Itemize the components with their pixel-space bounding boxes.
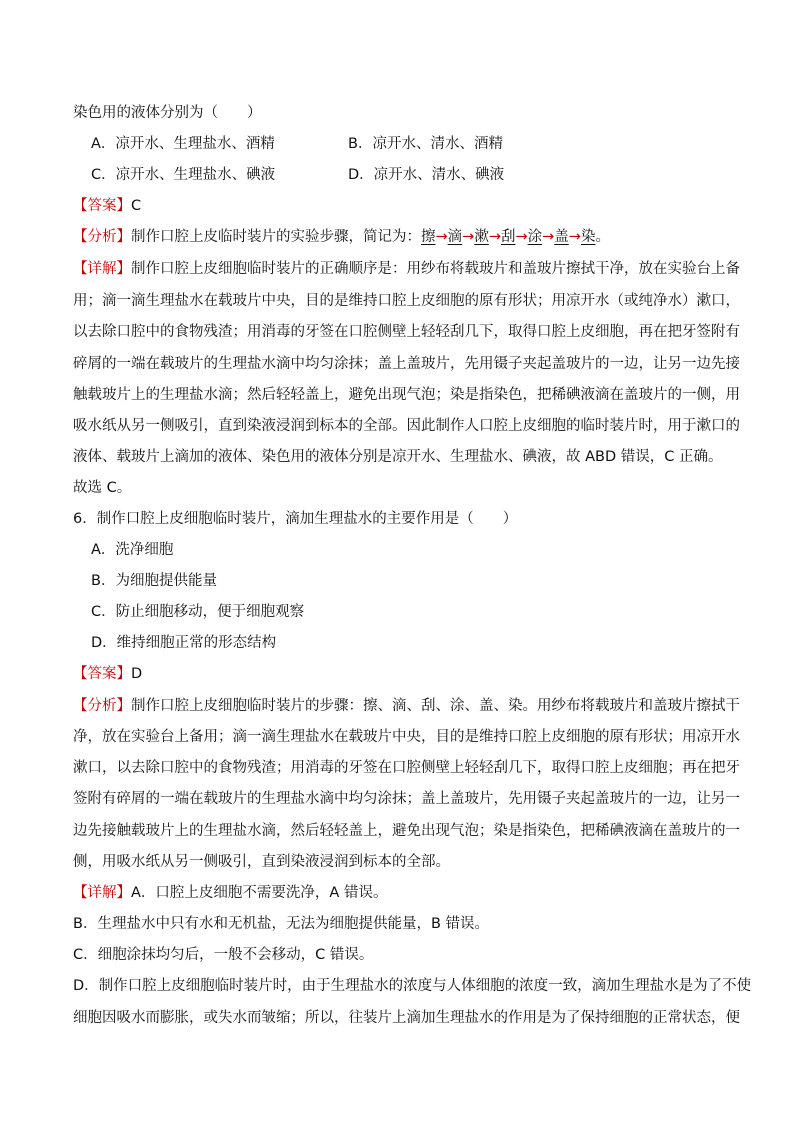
- step-4: 刮: [500, 229, 516, 245]
- q6-stem: 6．制作口腔上皮细胞临时装片，滴加生理盐水的主要作用是（ ）: [73, 511, 518, 527]
- q5-option-a: A．凉开水、生理盐水、酒精: [91, 136, 275, 152]
- q6-option-b: B．为细胞提供能量: [91, 573, 217, 589]
- step-6: 盖: [554, 229, 569, 245]
- q5-option-b: B．凉开水、清水、酒精: [348, 136, 503, 152]
- step-7: 染: [580, 229, 596, 245]
- q5-detail-line-6: 吸水纸从另一侧吸引，直到染液浸润到标本的全部。因此制作人口腔上皮细胞的临时装片时，用于漱口的: [73, 418, 740, 434]
- q6-analysis-line-5: 边先接触载玻片上的生理盐水滴，然后轻轻盖上，避免出现气泡；染是指染色，把稀碘液滴在盖玻片的一: [73, 823, 740, 839]
- q6-detail-d-line-1: D．制作口腔上皮细胞临时装片时，由于生理盐水的浓度与人体细胞的浓度一致，滴加生理盐水是为了不使: [73, 978, 752, 994]
- q5-detail-line-2: 用；滴一滴生理盐水在载玻片中央，目的是维持口腔上皮细胞的原有形状；用凉开水（或纯净水）漱口，: [73, 293, 740, 309]
- analysis-tag: 【分析】: [73, 229, 131, 245]
- q6-analysis-line-3: 漱口，以去除口腔中的食物残渣；用消毒的牙签在口腔侧壁上轻轻刮几下，取得口腔上皮细胞；再在把牙: [73, 760, 740, 776]
- arrow-icon: →: [435, 229, 448, 245]
- analysis-tag: 【分析】: [73, 698, 131, 714]
- q6-analysis-line-6: 侧，用吸水纸从另一侧吸引，直到染液浸润到标本的全部。: [73, 854, 450, 870]
- step-2: 滴: [447, 229, 463, 245]
- arrow-icon: →: [488, 229, 501, 245]
- q5-detail-line-7: 液体、载玻片上滴加的液体、染色用的液体分别是凉开水、生理盐水、碘液，故 ABD 错误，C 正确。: [73, 449, 723, 465]
- step-5: 涂: [527, 229, 543, 245]
- steps-end: 。: [595, 229, 610, 245]
- q5-option-d: D．凉开水、清水、碘液: [348, 167, 505, 183]
- q6-detail-c: C．细胞涂抹均匀后，一般不会移动，C 错误。: [73, 947, 374, 963]
- q5-option-c: C．凉开水、生理盐水、碘液: [91, 167, 276, 183]
- q6-analysis-line-4: 签附有碎屑的一端在载玻片的生理盐水滴中均匀涂抹；盖上盖玻片，先用镊子夹起盖玻片的一边，让另一: [73, 791, 740, 807]
- q5-analysis-line: [73, 227, 723, 247]
- answer-tag: 【答案】: [73, 666, 131, 682]
- q6-detail-d-line-2: 细胞因吸水而膨胀，或失水而皱缩；所以，往装片上滴加生理盐水的作用是为了保持细胞的正常状态，便: [73, 1010, 740, 1026]
- q6-detail-a: [73, 883, 723, 903]
- q6-answer-line: [73, 664, 723, 684]
- arrow-icon: →: [542, 229, 555, 245]
- q5-detail-line-4: 碎屑的一端在载玻片的生理盐水滴中均匀涂抹；盖上盖玻片，先用镊子夹起盖玻片的一边，让另一边先接: [73, 356, 740, 372]
- step-3: 漱: [474, 229, 489, 245]
- q5-detail-line-5: 触载玻片上的生理盐水滴；然后轻轻盖上，避免出现气泡；染是指染色，把稀碘液滴在盖玻片的一侧，用: [73, 387, 740, 403]
- detail-text: 制作口腔上皮细胞临时装片的正确顺序是：用纱布将载玻片和盖玻片擦拭干净，放在实验台上备: [131, 261, 740, 277]
- answer-value: C: [131, 198, 142, 214]
- detail-tag: 【详解】: [73, 261, 131, 277]
- q6-option-a: A．洗净细胞: [91, 542, 174, 558]
- analysis-text: 制作口腔上皮临时装片的实验步骤，简记为：: [131, 229, 421, 245]
- detail-tag: 【详解】: [73, 885, 131, 901]
- analysis-text: 制作口腔上皮细胞临时装片的步骤：擦、滴、刮、涂、盖、染。用纱布将载玻片和盖玻片擦拭干: [131, 698, 740, 714]
- q6-option-d: D．维持细胞正常的形态结构: [91, 635, 277, 651]
- q5-answer-line: [73, 196, 723, 216]
- q5-stem-tail: 染色用的液体分别为（ ）: [73, 105, 262, 121]
- answer-tag: 【答案】: [73, 198, 131, 214]
- q6-option-c: C．防止细胞移动，便于细胞观察: [91, 604, 305, 620]
- step-1: 擦: [421, 229, 436, 245]
- q6-analysis-line-1: [73, 696, 740, 716]
- arrow-icon: →: [515, 229, 528, 245]
- detail-text: A．口腔上皮细胞不需要洗净，A 错误。: [131, 885, 388, 901]
- answer-value: D: [131, 666, 143, 682]
- q5-detail-line-1: [73, 259, 740, 279]
- q5-detail-line-3: 以去除口腔中的食物残渣；用消毒的牙签在口腔侧壁上轻轻刮几下，取得口腔上皮细胞，再在把牙签附有: [73, 324, 740, 340]
- arrow-icon: →: [462, 229, 475, 245]
- arrow-icon: →: [568, 229, 581, 245]
- q6-analysis-line-2: 净，放在实验台上备用；滴一滴生理盐水在载玻片中央，目的是维持口腔上皮细胞的原有形状；用凉开水: [73, 729, 740, 745]
- q5-conclusion: 故选 C。: [73, 480, 132, 496]
- q6-detail-b: B．生理盐水中只有水和无机盐，无法为细胞提供能量，B 错误。: [73, 916, 490, 932]
